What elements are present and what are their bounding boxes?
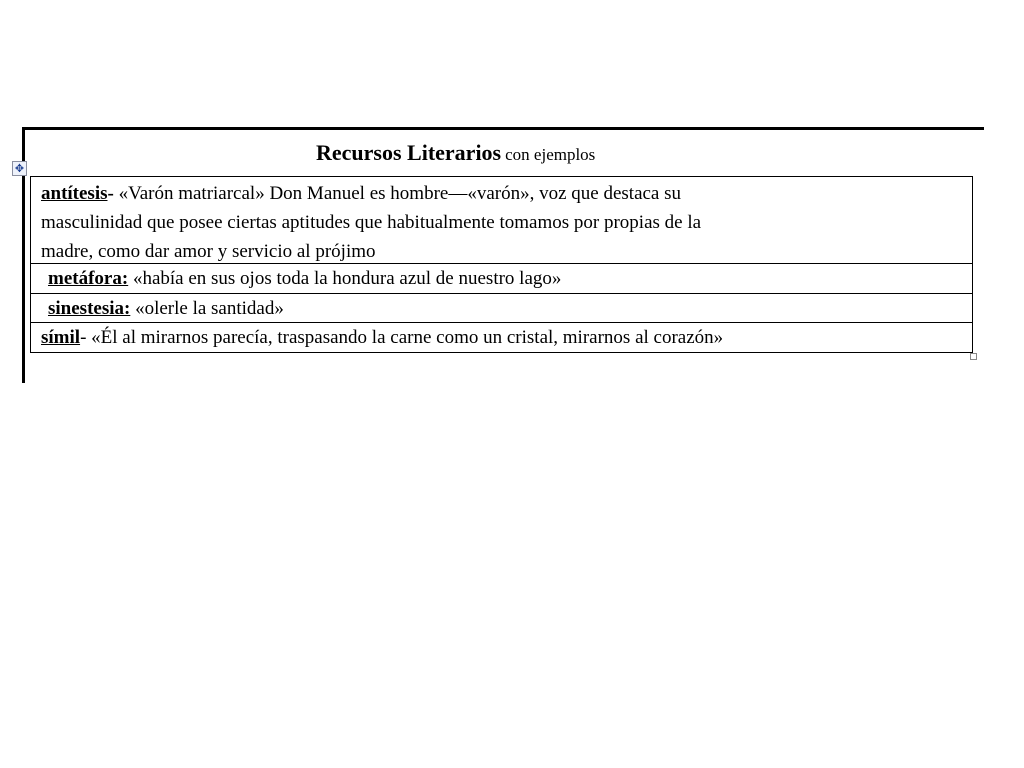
table-row-antitesis xyxy=(31,177,972,263)
term-separator: - xyxy=(107,183,119,204)
table-row-simil xyxy=(31,322,972,352)
term-sinestesia: sinestesia: xyxy=(48,298,131,319)
term-separator: - xyxy=(80,327,92,348)
example-text: «había en sus ojos toda la hondura azul de nuestro lago» xyxy=(132,268,562,289)
term-simil: símil xyxy=(41,327,81,348)
table-row-metafora xyxy=(31,263,972,293)
title-subtitle: con ejemplos xyxy=(505,145,596,164)
table-move-handle-icon[interactable]: ✥ xyxy=(12,161,27,176)
document-frame-top-border xyxy=(22,127,984,130)
example-text-line-2: masculinidad que posee ciertas aptitudes que habitualmente tomamos por propias de la xyxy=(41,212,702,233)
literary-devices-table xyxy=(30,176,973,353)
example-text: «Él al mirarnos parecía, traspasando la carne como un cristal, mirarnos al corazón» xyxy=(91,327,724,348)
example-text: «olerle la santidad» xyxy=(135,298,284,319)
table-resize-handle-icon[interactable] xyxy=(970,353,977,360)
term-metafora: metáfora: xyxy=(48,268,129,289)
page-title xyxy=(316,140,595,166)
example-text-line-3: madre, como dar amor y servicio al prójimo xyxy=(41,241,376,262)
term-antitesis: antítesis xyxy=(41,183,108,204)
example-text-line-1: «Varón matriarcal» Don Manuel es hombre—«varón», voz que destaca su xyxy=(118,183,682,204)
row-line xyxy=(41,179,972,208)
title-main: Recursos Literarios xyxy=(316,140,502,165)
table-row-sinestesia xyxy=(31,293,972,322)
